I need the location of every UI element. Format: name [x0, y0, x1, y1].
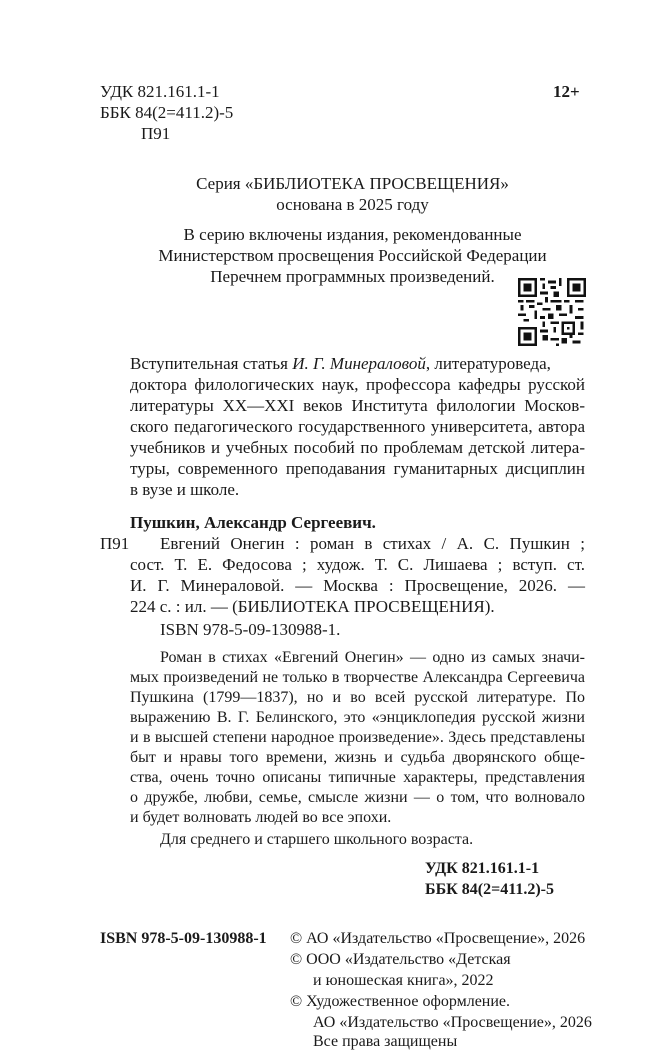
annotation-line-9: и будет волновать людей во все эпохи. [130, 809, 392, 826]
intro-line-2: доктора филологических наук, профессора кафедры русской [130, 375, 585, 394]
copyright-entry-3-cont: АО «Издательство «Просвещение», 2026 [313, 1014, 592, 1031]
footer-udk: УДК 821.161.1-1 [425, 860, 540, 877]
annotation-line-5: и в высшей степени народное произведение». Здесь представлены [130, 729, 585, 746]
annotation-line-2: мых произведений не только в творчестве Александра Сергеевича [130, 669, 585, 686]
intro-line-4: ского педагогического государственного университета, автора [130, 417, 585, 436]
bib-line-1: Евгений Онегин : роман в стихах / А. С. Пушкин ; [160, 534, 585, 553]
intro-author: И. Г. Минераловой [292, 354, 426, 373]
intro-line-6: туры, современного преподавания гуманитарных дисциплин [130, 459, 585, 478]
recommendation-line-1: В серию включены издания, рекомендованные [183, 225, 522, 244]
intro-line-5: учебников и учебных пособий по проблемам детской литера- [130, 438, 585, 457]
intro-line-7: в вузе и школе. [130, 480, 240, 499]
intro-line-1: Вступительная статья И. Г. Минераловой, литературоведа, [130, 354, 551, 373]
bbk-code: ББК 84(2=411.2)-5 [100, 103, 234, 122]
udk-code: УДК 821.161.1-1 [100, 82, 220, 101]
author-mark: П91 [141, 124, 171, 143]
annotation-line-7: ства, очень точно описаны типичные характеры, представления [130, 769, 585, 786]
copyright-entry-3: © Художественное оформление. [290, 993, 511, 1010]
recommendation-line-2: Министерством просвещения Российской Федерации [158, 246, 547, 265]
footer-bbk: ББК 84(2=411.2)-5 [425, 881, 554, 898]
bib-line-3: И. Г. Минераловой. — Москва : Просвещение, 2026. — [130, 576, 585, 595]
annotation-line-4: выражению В. Г. Белинского, это «энциклопедия русской жизни [130, 709, 585, 726]
annotation-line-3: Пушкина (1799—1837), но и во всей русской литературе. По [130, 689, 585, 706]
bib-mark: П91 [100, 534, 130, 553]
copyright-entry-2: © ООО «Издательство «Детская [290, 951, 511, 968]
rights-reserved: Все права защищены [313, 1033, 458, 1050]
age-rating: 12+ [553, 82, 580, 101]
annotation-line-6: быт и нравы того времени, жизнь и судьба дворянского общe- [130, 749, 585, 766]
copyright-entry-1: © АО «Издательство «Просвещение», 2026 [290, 930, 586, 947]
qr-code-icon [518, 278, 586, 346]
copyright-entry-2-cont: и юношеская книга», 2022 [313, 972, 494, 989]
bib-line-4: 224 с. : ил. — (БИБЛИОТЕКА ПРОСВЕЩЕНИЯ). [130, 597, 495, 616]
intro-line-3: литературы XX—XXI веков Института филологии Москов- [130, 396, 585, 415]
annotation-line-8: о дружбе, любви, семье, смысле жизни — о том, что волновало [130, 789, 585, 806]
annotation-line-1: Роман в стихах «Евгений Онегин» — одно из самых значи- [160, 649, 585, 666]
audience-note: Для среднего и старшего школьного возраста. [160, 831, 474, 848]
copyright-isbn: ISBN 978-5-09-130988-1 [100, 930, 267, 947]
series-line-1: Серия «БИБЛИОТЕКА ПРОСВЕЩЕНИЯ» [196, 174, 509, 193]
series-line-2: основана в 2025 году [276, 195, 429, 214]
recommendation-line-3: Перечнем программных произведений. [210, 267, 495, 286]
bib-author: Пушкин, Александр Сергеевич. [130, 513, 376, 532]
bib-isbn: ISBN 978-5-09-130988-1. [160, 620, 341, 639]
bib-line-2: сост. Т. Е. Федосова ; худож. Т. С. Лишаева ; вступ. ст. [130, 555, 585, 574]
